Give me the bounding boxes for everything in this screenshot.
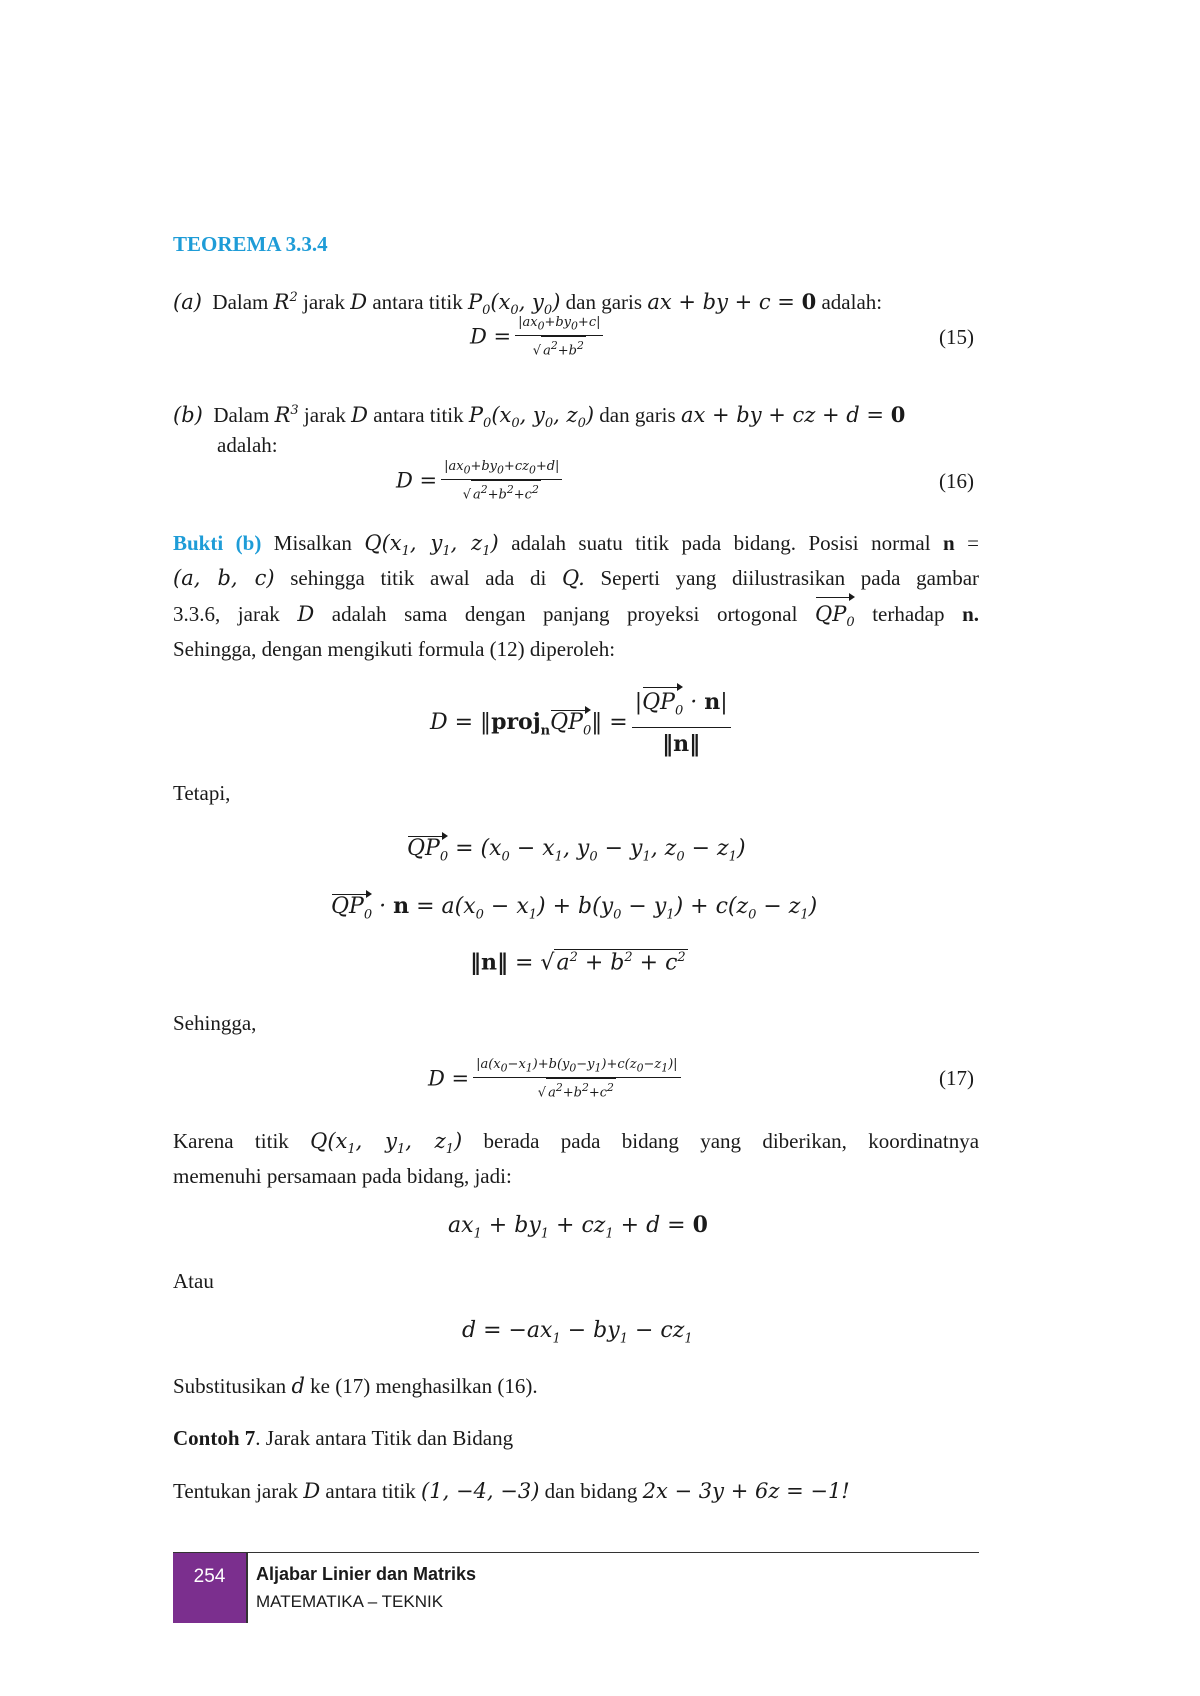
projection-equation: $D = ‖proj_nQP_0‖$ = $\frac{|QP_0 \cdot n|}{‖n‖}$ <box>430 686 731 760</box>
equation-17-number: (17) <box>939 1066 974 1090</box>
proof-label: Bukti (b) <box>173 531 262 555</box>
footer-page-number: 254 <box>193 1566 226 1587</box>
equation-16: D = $\frac{|ax_0+by_0+cz_0+d|}{√ a^2+b^2+c^2}$ <box>396 458 562 503</box>
example-question: Tentukan jarak D antara titik (1, −4, −3) dan bidang 2𝑥 − 3𝑦 + 6𝑧 = −1! <box>173 1479 850 1503</box>
tetapi-text: Tetapi, <box>173 781 231 805</box>
equation-17: D = $\frac{|a(x_0-x_1)+b(y_0-y_1)+c(z_0-z_1)|}{√ a^2+b^2+c^2}$ <box>428 1056 681 1101</box>
proof-line3-c: terhadap <box>872 602 945 626</box>
norm-equation: ‖n‖ = $√a^2 + b^2 + c^2$ <box>470 949 686 976</box>
part-a-text-4: dan garis <box>565 290 643 314</box>
equation-15-number: (15) <box>939 325 974 349</box>
proof-line2-b: Seperti yang diilustrasikan pada gambar <box>600 566 980 590</box>
karena-line-1: Karena titik $Q(x_1$, $y_1$, $z_1$) berada pada bidang yang diberikan, koordinatnya <box>173 1129 980 1158</box>
proof-line-2: (a, b, c) sehingga titik awal ada di Q. Seperti yang diilustrasikan pada gambar <box>173 566 980 590</box>
example-point: (1, −4, −3) <box>421 1479 540 1503</box>
theorem-part-b: (b) Dalam $R^3$ jarak D antara titik $P_0(x_0$, $y_0$, $z_0$) dan garis ax + by + cz + d = 0 <box>173 402 906 432</box>
proof-line1-a: Misalkan <box>273 531 352 555</box>
plane-point-equation: $ax_1 + by_1 + cz_1 + d = 0$ <box>448 1212 708 1242</box>
karena-line-2: memenuhi persamaan pada bidang, jadi: <box>173 1164 512 1188</box>
karena-1a: Karena titik <box>173 1129 289 1153</box>
part-b-text-1: Dalam <box>213 403 270 427</box>
theorem-part-a: (a) Dalam $R^2$ jarak D antara titik $P_0(x_0$, $y_0$) dan garis ax + by + c = 0 adalah: <box>173 289 883 319</box>
substitution-line: Substitusikan d ke (17) menghasilkan (16). <box>173 1374 538 1398</box>
part-b-label: (b) <box>173 403 203 427</box>
d-equation: $d = -ax_1 - by_1 - cz_1$ <box>462 1318 693 1347</box>
example-title: . Jarak antara Titik dan Bidang <box>255 1426 514 1450</box>
proof-line-1: Bukti (b) Misalkan $Q(x_1$, $y_1$, $z_1$) adalah suatu titik pada bidang. Posisi normal n = <box>173 531 980 560</box>
dot-product-equation: $QP_0 \cdot n = a(x_0 - x_1) + b(y_0 - y_1) + c(z_0 - z_1)$ <box>331 893 818 923</box>
part-a-text-3: antara titik <box>372 290 463 314</box>
part-a-text-1: Dalam <box>212 290 269 314</box>
example-text-a: Tentukan jarak <box>173 1479 299 1503</box>
part-b-text-4: dan garis <box>599 403 676 427</box>
proof-line2-a: sehingga titik awal ada di <box>290 566 547 590</box>
theorem-title: TEOREMA 3.3.4 <box>173 232 328 256</box>
part-b-text-3: antara titik <box>373 403 464 427</box>
example-text-c: dan bidang <box>544 1479 638 1503</box>
part-a-text-5: adalah: <box>821 290 883 314</box>
part-b-text-5: adalah: <box>217 433 278 457</box>
example-text-b: antara titik <box>325 1479 416 1503</box>
equation-15: D = $\frac{|ax_0+by_0+c|}{√ a^2+b^2}$ <box>470 314 603 359</box>
part-b-text-2: jarak <box>303 403 346 427</box>
proof-line3-b: adalah sama dengan panjang proyeksi ortogonal <box>331 602 798 626</box>
equation-16-number: (16) <box>939 469 974 493</box>
footer-divider <box>246 1553 248 1623</box>
part-a-label: (a) <box>173 290 202 314</box>
subst-b: ke (17) menghasilkan (16). <box>310 1374 538 1398</box>
part-a-text-2: jarak <box>302 290 345 314</box>
karena-1b: berada pada bidang yang diberikan, koordinatnya <box>483 1129 980 1153</box>
proof-line1-b: adalah suatu titik pada bidang. Posisi normal <box>511 531 931 555</box>
example-plane: 2𝑥 − 3𝑦 + 6𝑧 = −1! <box>642 1479 850 1503</box>
proof-line-3: 3.3.6, jarak D adalah sama dengan panjang proyeksi ortogonal $QP_0$ terhadap n. <box>173 597 979 640</box>
vector-qp0-equation: $QP_0 = (x_0 - x_1$, $y_0 - y_1$, $z_0 - z_1$) <box>407 836 746 865</box>
footer-book-title: Aljabar Linier dan Matriks <box>256 1564 477 1584</box>
example-heading <box>173 1421 513 1455</box>
sehingga-text: Sehingga, <box>173 1011 257 1035</box>
example-label: Contoh 7 <box>173 1426 256 1450</box>
footer-subtitle: MATEMATIKA – TEKNIK <box>256 1592 444 1611</box>
footer-rule <box>173 1552 979 1553</box>
proof-line-4: Sehingga, dengan mengikuti formula (12) diperoleh: <box>173 637 616 661</box>
proof-line3-a: 3.3.6, jarak <box>173 602 280 626</box>
atau-text: Atau <box>173 1269 214 1293</box>
subst-a: Substitusikan <box>173 1374 287 1398</box>
footer-page-box <box>173 1553 246 1623</box>
